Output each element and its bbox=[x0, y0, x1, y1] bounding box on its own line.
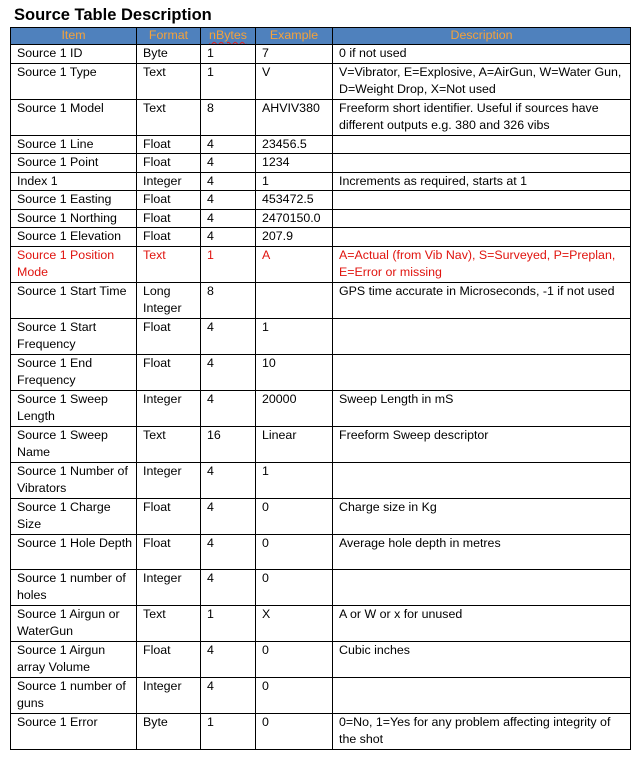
cell-nbytes: 4 bbox=[201, 677, 256, 713]
cell-example: 1 bbox=[256, 172, 333, 191]
cell-format: Integer bbox=[137, 462, 201, 498]
cell-format: Float bbox=[137, 228, 201, 247]
cell-item: Source 1 Start Time bbox=[11, 282, 137, 318]
cell-example: 0 bbox=[256, 498, 333, 534]
cell-item: Source 1 Error bbox=[11, 713, 137, 749]
cell-item: Source 1 Point bbox=[11, 154, 137, 173]
table-row bbox=[11, 713, 631, 749]
cell-description: A=Actual (from Vib Nav), S=Surveyed, P=Preplan, E=Error or missing bbox=[333, 246, 631, 282]
cell-example: 20000 bbox=[256, 390, 333, 426]
cell-format: Long Integer bbox=[137, 282, 201, 318]
cell-nbytes: 4 bbox=[201, 569, 256, 605]
cell-nbytes: 4 bbox=[201, 354, 256, 390]
cell-format: Integer bbox=[137, 172, 201, 191]
cell-example: 10 bbox=[256, 354, 333, 390]
cell-nbytes: 1 bbox=[201, 246, 256, 282]
cell-format: Text bbox=[137, 426, 201, 462]
cell-format: Integer bbox=[137, 569, 201, 605]
cell-nbytes: 16 bbox=[201, 426, 256, 462]
cell-nbytes: 8 bbox=[201, 282, 256, 318]
cell-item: Source 1 Sweep Length bbox=[11, 390, 137, 426]
table-row bbox=[11, 191, 631, 210]
cell-description bbox=[333, 354, 631, 390]
cell-nbytes: 1 bbox=[201, 45, 256, 64]
table-row bbox=[11, 498, 631, 534]
table-row bbox=[11, 246, 631, 282]
cell-description: Freeform Sweep descriptor bbox=[333, 426, 631, 462]
table-row bbox=[11, 172, 631, 191]
cell-item: Source 1 Airgun array Volume bbox=[11, 641, 137, 677]
cell-format: Text bbox=[137, 63, 201, 99]
cell-example: 0 bbox=[256, 713, 333, 749]
cell-example: 0 bbox=[256, 641, 333, 677]
table-row bbox=[11, 99, 631, 135]
cell-item: Source 1 Type bbox=[11, 63, 137, 99]
table-row bbox=[11, 462, 631, 498]
source-table bbox=[10, 27, 631, 750]
cell-format: Float bbox=[137, 318, 201, 354]
cell-format: Float bbox=[137, 209, 201, 228]
cell-description bbox=[333, 154, 631, 173]
cell-format: Integer bbox=[137, 390, 201, 426]
cell-item: Source 1 Number of Vibrators bbox=[11, 462, 137, 498]
cell-nbytes: 1 bbox=[201, 605, 256, 641]
cell-format: Text bbox=[137, 99, 201, 135]
table-row bbox=[11, 45, 631, 64]
cell-nbytes: 4 bbox=[201, 498, 256, 534]
table-row bbox=[11, 641, 631, 677]
cell-item: Source 1 number of guns bbox=[11, 677, 137, 713]
cell-example: 207.9 bbox=[256, 228, 333, 247]
cell-description: Increments as required, starts at 1 bbox=[333, 172, 631, 191]
cell-description: 0 if not used bbox=[333, 45, 631, 64]
cell-item: Source 1 Model bbox=[11, 99, 137, 135]
cell-item: Source 1 End Frequency bbox=[11, 354, 137, 390]
cell-item: Source 1 Elevation bbox=[11, 228, 137, 247]
table-row bbox=[11, 154, 631, 173]
cell-item: Source 1 Airgun or WaterGun bbox=[11, 605, 137, 641]
cell-nbytes: 4 bbox=[201, 172, 256, 191]
table-row bbox=[11, 228, 631, 247]
cell-format: Float bbox=[137, 534, 201, 569]
cell-description: 0=No, 1=Yes for any problem affecting integrity of the shot bbox=[333, 713, 631, 749]
table-row bbox=[11, 318, 631, 354]
cell-nbytes: 4 bbox=[201, 390, 256, 426]
cell-item: Source 1 Start Frequency bbox=[11, 318, 137, 354]
cell-example: 0 bbox=[256, 534, 333, 569]
cell-description: Sweep Length in mS bbox=[333, 390, 631, 426]
cell-example: Linear bbox=[256, 426, 333, 462]
cell-description bbox=[333, 209, 631, 228]
cell-example: 0 bbox=[256, 677, 333, 713]
cell-example: 1234 bbox=[256, 154, 333, 173]
cell-item: Source 1 Hole Depth bbox=[11, 534, 137, 569]
cell-example: 1 bbox=[256, 318, 333, 354]
page-title: Source Table Description bbox=[14, 6, 212, 24]
table-row bbox=[11, 677, 631, 713]
cell-format: Float bbox=[137, 498, 201, 534]
cell-example: X bbox=[256, 605, 333, 641]
column-header-item: Item bbox=[11, 28, 137, 45]
cell-item: Source 1 Charge Size bbox=[11, 498, 137, 534]
cell-description bbox=[333, 135, 631, 154]
table-row bbox=[11, 354, 631, 390]
cell-item: Source 1 Easting bbox=[11, 191, 137, 210]
cell-example: 2470150.0 bbox=[256, 209, 333, 228]
header-row bbox=[11, 28, 631, 45]
cell-item: Source 1 number of holes bbox=[11, 569, 137, 605]
cell-nbytes: 4 bbox=[201, 135, 256, 154]
cell-format: Integer bbox=[137, 677, 201, 713]
cell-format: Float bbox=[137, 641, 201, 677]
cell-description bbox=[333, 462, 631, 498]
cell-nbytes: 4 bbox=[201, 154, 256, 173]
table-row bbox=[11, 63, 631, 99]
table-row bbox=[11, 390, 631, 426]
cell-description: Freeform short identifier. Useful if sources have different outputs e.g. 380 and 326 vibs bbox=[333, 99, 631, 135]
cell-description bbox=[333, 569, 631, 605]
table-row bbox=[11, 282, 631, 318]
cell-description: A or W or x for unused bbox=[333, 605, 631, 641]
cell-example: 0 bbox=[256, 569, 333, 605]
cell-nbytes: 4 bbox=[201, 228, 256, 247]
cell-description: Charge size in Kg bbox=[333, 498, 631, 534]
cell-format: Text bbox=[137, 605, 201, 641]
cell-example: 453472.5 bbox=[256, 191, 333, 210]
table-row bbox=[11, 569, 631, 605]
cell-nbytes: 8 bbox=[201, 99, 256, 135]
cell-nbytes: 4 bbox=[201, 641, 256, 677]
cell-description bbox=[333, 318, 631, 354]
cell-item: Source 1 Northing bbox=[11, 209, 137, 228]
cell-example: 7 bbox=[256, 45, 333, 64]
column-header-format: Format bbox=[137, 28, 201, 45]
cell-description: Average hole depth in metres bbox=[333, 534, 631, 569]
cell-example bbox=[256, 282, 333, 318]
table-row bbox=[11, 426, 631, 462]
table-row bbox=[11, 605, 631, 641]
table-row bbox=[11, 534, 631, 569]
cell-item: Source 1 Position Mode bbox=[11, 246, 137, 282]
cell-nbytes: 1 bbox=[201, 63, 256, 99]
table-row bbox=[11, 209, 631, 228]
cell-format: Float bbox=[137, 154, 201, 173]
cell-format: Float bbox=[137, 354, 201, 390]
cell-example: 23456.5 bbox=[256, 135, 333, 154]
cell-item: Source 1 Line bbox=[11, 135, 137, 154]
cell-format: Byte bbox=[137, 713, 201, 749]
cell-format: Byte bbox=[137, 45, 201, 64]
column-header-example: Example bbox=[256, 28, 333, 45]
cell-format: Float bbox=[137, 191, 201, 210]
cell-description: Cubic inches bbox=[333, 641, 631, 677]
cell-nbytes: 4 bbox=[201, 534, 256, 569]
cell-description: GPS time accurate in Microseconds, -1 if not used bbox=[333, 282, 631, 318]
cell-description: V=Vibrator, E=Explosive, A=AirGun, W=Water Gun, D=Weight Drop, X=Not used bbox=[333, 63, 631, 99]
cell-nbytes: 4 bbox=[201, 318, 256, 354]
cell-format: Text bbox=[137, 246, 201, 282]
cell-item: Index 1 bbox=[11, 172, 137, 191]
cell-example: AHVIV380 bbox=[256, 99, 333, 135]
cell-example: 1 bbox=[256, 462, 333, 498]
cell-example: A bbox=[256, 246, 333, 282]
nbytes-label: nBytes bbox=[209, 28, 247, 42]
cell-item: Source 1 ID bbox=[11, 45, 137, 64]
cell-description bbox=[333, 228, 631, 247]
cell-description bbox=[333, 191, 631, 210]
cell-item: Source 1 Sweep Name bbox=[11, 426, 137, 462]
table-row bbox=[11, 135, 631, 154]
cell-description bbox=[333, 677, 631, 713]
cell-nbytes: 4 bbox=[201, 191, 256, 210]
column-header-description: Description bbox=[333, 28, 631, 45]
column-header-nbytes bbox=[201, 28, 256, 45]
cell-example: V bbox=[256, 63, 333, 99]
cell-nbytes: 1 bbox=[201, 713, 256, 749]
cell-nbytes: 4 bbox=[201, 462, 256, 498]
cell-format: Float bbox=[137, 135, 201, 154]
cell-nbytes: 4 bbox=[201, 209, 256, 228]
